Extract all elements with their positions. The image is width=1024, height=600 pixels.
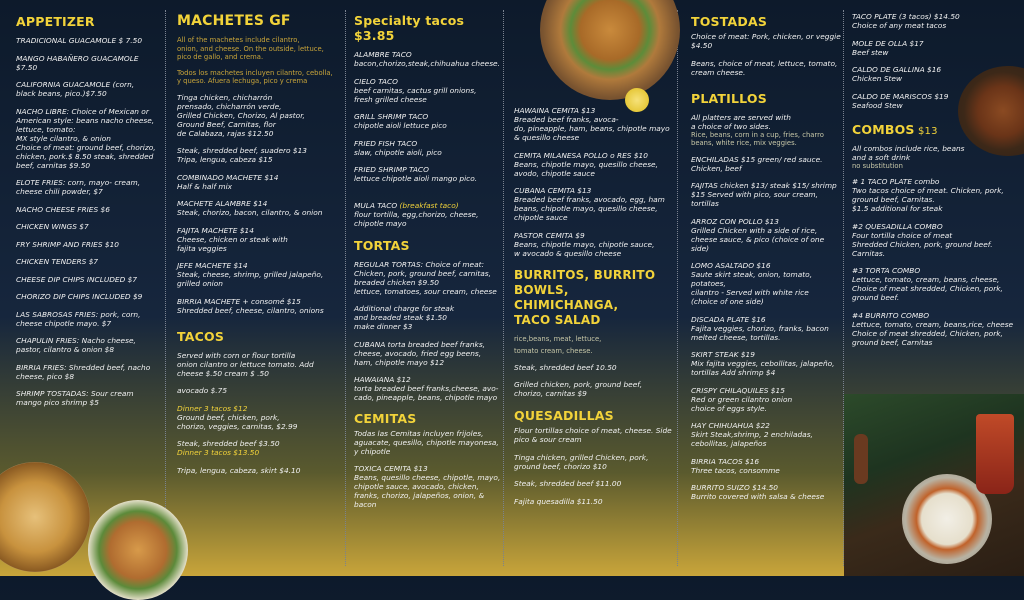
menu-item: CEMITA MILANESA POLLO o RES $10 Beans, chipotle mayo, quesillo cheese, avodo, chipotle sauce	[514, 150, 658, 178]
platillos-sides: Rice, beans, corn in a cup, fries, charro beans, white rice, mix veggies.	[691, 130, 824, 147]
menu-item: CHICKEN WINGS $7	[16, 222, 89, 231]
mula-name: MULA TACO	[354, 200, 400, 210]
menu-item: SHRIMP TOSTADAS: Sour cream mango pico shrimp $5	[16, 389, 134, 407]
menu-item: GRILL SHRIMP TACO chipotle aioli lettuce pico	[354, 112, 447, 130]
menu-item: Steak, shredded beef 10.50	[514, 362, 617, 372]
cemitas-heading: CEMITAS	[354, 410, 417, 426]
tortas-heading: TORTAS	[354, 237, 410, 253]
taco-plate-photo	[88, 500, 188, 600]
menu-item: ALAMBRE TACO bacon,chorizo,steak,chihuahua cheese.	[354, 50, 500, 68]
menu-item: JEFE MACHETE $14 Steak, cheese, shrimp, grilled jalapeño, grilled onion	[177, 261, 324, 288]
combos-sub: no substitution	[852, 161, 903, 170]
menu-item: flour tortilla, egg,chorizo, cheese, chipotle mayo	[354, 209, 479, 228]
menu-item: COMBINADO MACHETE $14 Half & half mix	[177, 172, 279, 191]
menu-item: BIRRIA MACHETE + consomé $15 Shredded beef, cheese, cilantro, onions	[177, 296, 324, 315]
tostadas-heading: TOSTADAS	[691, 14, 768, 29]
menu-item: Grilled chicken, pork, ground beef, chorizo, carnitas $9	[514, 380, 643, 398]
menu-item: CALIFORNIA GUACAMOLE (corn, black beans, pico.)$7.50	[16, 80, 135, 98]
menu-item: NACHO CHEESE FRIES $6	[16, 204, 110, 214]
menu-item: PASTOR CEMITA $9 Beans, chipotle mayo, chipotle sauce, w avocado & quesillo cheese	[514, 230, 655, 258]
dinner-label: Dinner 3 tacos $13.50	[177, 448, 260, 457]
specialty-heading: Specialty tacos $3.85	[354, 13, 465, 43]
menu-item: # 1 TACO PLATE combo Two tacos choice of meat. Chicken, pork, ground beef, Carnitas. $1.5 additional for steak	[852, 177, 1004, 213]
column-divider	[503, 10, 504, 566]
menu-item: CHORIZO DIP CHIPS INCLUDED $9	[16, 292, 143, 301]
cemitas-intro: Todas las Cemitas incluyen frijoles, aguacate, quesillo, chipotle mayonesa, y chipotle	[354, 428, 499, 456]
platillos-heading: PLATILLOS	[691, 90, 767, 106]
menu-item: Ground beef, chicken, pork, chorizo, veggies, carnitas, $2.99	[177, 412, 298, 431]
menu-item: #3 TORTA COMBO Lettuce, tomato, cream, beans, cheese, Choice of meat shredded, Chicken, pork, ground beef.	[852, 266, 1003, 302]
menu-item: #4 BURRITO COMBO Lettuce, tomato, cream, beans,rice, cheese Choice of meat shredded, Chicken, pork, ground beef, Carnitas	[852, 310, 1014, 347]
menu-item: NACHO LIBRE: Choice of Mexican or American style: beans nacho cheese, lettuce, tomato: MX style cilantro, & onion Choice of meat: ground beef, chorizo, chicken, pork.$ 8.50 steak, shredded beef, carnitas $9.50	[16, 106, 156, 170]
machetes-section	[177, 0, 342, 576]
menu-item: Steak, shredded beef $11.00	[514, 479, 622, 488]
machetes-note-es: Todos los machetes incluyen cilantro, cebolla, y queso. Afuera lechuga, pico y crema	[177, 68, 333, 85]
menu-item: CHEESE DIP CHIPS INCLUDED $7	[16, 274, 138, 284]
menu-item: CHICKEN TENDERS $7	[16, 257, 99, 266]
menu-item: FAJITA MACHETE $14 Cheese, chicken or steak with fajita veggies	[177, 225, 288, 253]
menu-item: #2 QUESADILLA COMBO Four tortilla choice of meat Shredded Chicken, pork, ground beef. Carnitas.	[852, 221, 993, 258]
mula-tag: (breakfast taco)	[399, 200, 459, 210]
menu-item: CRISPY CHILAQUILES $15 Red or green cilantro onion choice of eggs style.	[691, 385, 793, 413]
combos-title: COMBOS	[852, 121, 915, 137]
column-divider	[345, 10, 346, 566]
menu-item: ARROZ CON POLLO $13 Grilled Chicken with a side of rice, cheese sauce, & pico (choice of one side)	[691, 216, 825, 253]
cemitas-continued-section	[514, 0, 676, 576]
menu-item: Beans, choice of meat, lettuce, tomato, cream cheese.	[691, 58, 838, 77]
menu-item: FRY SHRIMP AND FRIES $10	[16, 239, 120, 249]
menu-item: ENCHILADAS $15 green/ red sauce. Chicken, beef	[691, 154, 823, 173]
menu-item: MOLE DE OLLA $17 Beef stew	[852, 38, 924, 57]
menu-item: Tripa, lengua, cabeza, skirt $4.10	[177, 465, 301, 475]
menu-item: CALDO DE GALLINA $16 Chicken Stew	[852, 65, 942, 83]
menu-item: CUBANA torta breaded beef franks, cheese, avocado, fried egg beens, ham, chipotle mayo $12	[354, 339, 486, 367]
menu-item: Served with corn or flour tortilla onion cilantro or lettuce tomato. Add cheese $.50 cream $ .50	[177, 350, 314, 378]
tostadas-section	[691, 0, 841, 576]
menu-item: Tinga chicken, chicharrón prensado, chicharrón verde, Grilled Chicken, Chorizo, Al pastor, Ground Beef, Carnitas, flor de Calabaza, rajas $12.50	[177, 92, 305, 138]
menu-item: Additional charge for steak and breaded steak $1.50 make dinner $3	[354, 304, 455, 331]
tacos-heading: TACOS	[177, 328, 225, 344]
menu-item: MACHETE ALAMBRE $14 Steak, chorizo, bacon, cilantro, & onion	[177, 199, 323, 217]
menu-item: HAWAIANA $12 torta breaded beef franks,cheese, avo- cado, pineapple, beans, chipotle mayo	[354, 375, 499, 402]
combos-intro: All combos include rice, beans and a soft drink	[852, 143, 965, 162]
menu-item: Steak, shredded beef, suadero $13 Tripa, lengua, cabeza $15	[177, 146, 308, 164]
menu-item: MANGO HABAÑERO GUACAMOLE $7.50	[16, 53, 139, 72]
menu-item: HAWAINA CEMITA $13 Breaded beef franks, avoca- do, pineapple, ham, beans, chipotle mayo & quesillo cheese	[514, 106, 670, 142]
sauce-bottle-icon	[854, 434, 868, 484]
burritos-note: tomato cream, cheese.	[514, 347, 593, 355]
menu-item: CUBANA CEMITA $13 Breaded beef franks, avocado, egg, ham beans, chipotle mayo, quesillo cheese, chipotle sauce	[514, 186, 665, 222]
menu-item: Tinga chicken, grilled Chicken, pork, ground beef, chorizo $10	[514, 452, 649, 471]
menu-item: SKIRT STEAK $19 Mix fajita veggies, cebollitas, jalapeño, tortillas Add shrimp $4	[691, 350, 835, 377]
menu-item: BURRITO SUIZO $14.50 Burrito covered with salsa & cheese	[691, 483, 825, 501]
machetes-heading: MACHETES GF	[177, 13, 291, 29]
menu-item: FRIED SHRIMP TACO lettuce chipotle aioli mango pico.	[354, 165, 478, 183]
burritos-note: rice,beans, meat, lettuce,	[514, 334, 602, 343]
specialty-section	[354, 0, 502, 576]
machetes-note: All of the machetes include cilantro, onion, and cheese. On the outside, lettuce, pico de gallo, and crema.	[177, 36, 324, 61]
menu-item: HAY CHIHUAHUA $22 Skirt Steak,shrimp, 2 enchiladas, cebollitas, jalapeños	[691, 421, 813, 448]
menu-item: CIELO TACO beef carnitas, cactus grill onions, fresh grilled cheese	[354, 76, 477, 104]
menu-item: LOMO ASALTADO $16 Saute skirt steak, onion, tomato, potatoes, cilantro - Served with white rice (choice of one side)	[691, 261, 813, 306]
menu-item: LAS SABROSAS FRIES: pork, corn, cheese chipotle mayo. $7	[16, 309, 141, 328]
combos-price: $13	[914, 125, 938, 137]
menu-item: ELOTE FRIES: corn, mayo- cream, cheese chili powder, $7	[16, 178, 141, 196]
menu-item: CALDO DE MARISCOS $19 Seafood Stew	[852, 91, 949, 110]
menu-item: Steak, shredded beef $3.50	[177, 439, 280, 448]
platillos-intro: All platters are served with a choice of two sides.	[691, 112, 791, 131]
drinks-photo	[844, 394, 1024, 576]
menu-item: Flour tortillas choice of meat, cheese. Side pico & sour cream	[514, 426, 672, 444]
column-divider	[677, 10, 678, 566]
menu-item: TACO PLATE (3 tacos) $14.50 Choice of any meat tacos	[852, 12, 960, 30]
menu-item	[354, 192, 502, 210]
drink-glass-icon	[976, 414, 1014, 494]
menu-item: DISCADA PLATE $16 Fajita veggies, chorizo, franks, bacon melted cheese, tortillas.	[691, 314, 829, 342]
menu-item: avocado $.75	[177, 386, 228, 395]
appetizer-heading: APPETIZER	[16, 14, 95, 29]
menu-item: CHAPULIN FRIES: Nacho cheese, pastor, cilantro & onion $8	[16, 336, 136, 354]
burritos-heading: BURRITOS, BURRITO BOWLS, CHIMICHANGA, TACO SALAD	[514, 267, 656, 327]
quesadillas-heading: QUESADILLAS	[514, 408, 614, 423]
menu-item: BIRRIA FRIES: Shredded beef, nacho cheese, pico $8	[16, 362, 151, 381]
menu-item: FRIED FISH TACO slaw, chipotle aioli, pico	[354, 138, 442, 157]
menu-item: Fajita quesadilla $11.50	[514, 496, 603, 506]
menu-item: TOXICA CEMITA $13 Beans, quesillo cheese, chipotle, mayo, chipotle sauce, avocado, chicken, franks, chorizo, jalapeños, onion, & bacon	[354, 464, 501, 509]
menu-item: Choice of meat: Pork, chicken, or veggie $4.50	[691, 32, 841, 50]
menu-item: REGULAR TORTAS: Choice of meat: Chicken, pork, ground beef, carnitas, breaded chicken $9.50 lettuce, tomatoes, sour cream, cheese	[354, 259, 497, 296]
menu-item: TRADICIONAL GUACAMOLE $ 7.50	[16, 36, 143, 45]
menu-item: FAJITAS chicken $13/ steak $15/ shrimp $15 Served with pico, sour cream, tortillas	[691, 181, 837, 208]
menu-item: BIRRIA TACOS $16 Three tacos, consomme	[691, 456, 780, 475]
column-divider	[165, 10, 166, 566]
dinner-label: Dinner 3 tacos $12	[177, 403, 248, 413]
